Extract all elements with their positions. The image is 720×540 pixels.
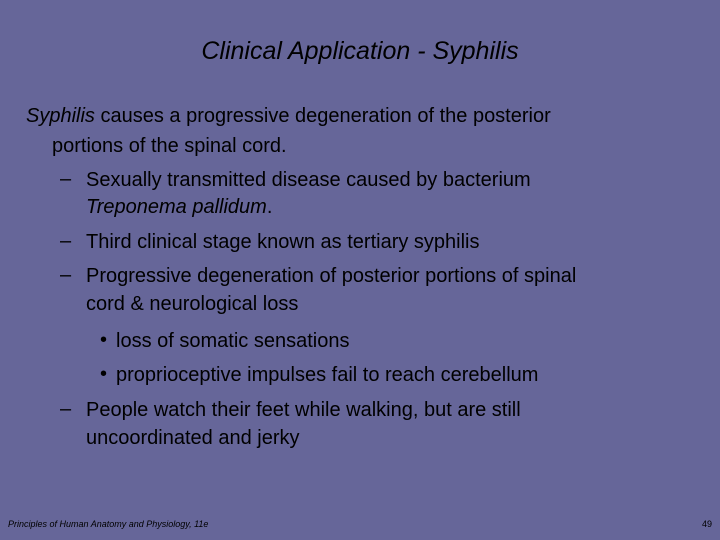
bullet-marker: • <box>100 329 108 351</box>
footer-book-title: Principles of Human Anatomy and Physiology, 11e <box>8 519 209 529</box>
footer-page-number: 49 <box>701 519 712 529</box>
intro-line-1 <box>26 104 551 128</box>
subpoint-1: loss of somatic sensations <box>116 330 350 352</box>
intro-text: causes a progressive degeneration of the posterior <box>94 105 551 127</box>
point-3-line-1: Progressive degeneration of posterior portions of spinal <box>86 265 577 287</box>
bullet-marker: • <box>100 363 108 385</box>
intro-emphasis: Syphilis <box>26 105 95 127</box>
point-4-line-2: uncoordinated and jerky <box>86 427 300 449</box>
dash-marker: – <box>60 264 72 286</box>
dash-marker: – <box>60 168 72 190</box>
point-3-line-2: cord & neurological loss <box>86 293 299 315</box>
point-1-line-1: Sexually transmitted disease caused by bacterium <box>86 169 531 191</box>
subpoint-2: proprioceptive impulses fail to reach cerebellum <box>116 364 539 386</box>
slide-title: Clinical Application - Syphilis <box>201 37 519 65</box>
point-4-line-1: People watch their feet while walking, but are still <box>86 399 521 421</box>
point-1-emphasis: Treponema pallidum <box>86 196 267 218</box>
dash-marker: – <box>60 398 72 420</box>
intro-line-2: portions of the spinal cord. <box>52 135 287 157</box>
point-2-line-1: Third clinical stage known as tertiary syphilis <box>86 231 480 253</box>
dash-marker: – <box>60 230 72 252</box>
point-1-period: . <box>266 196 273 218</box>
point-1-line-2 <box>86 195 272 219</box>
